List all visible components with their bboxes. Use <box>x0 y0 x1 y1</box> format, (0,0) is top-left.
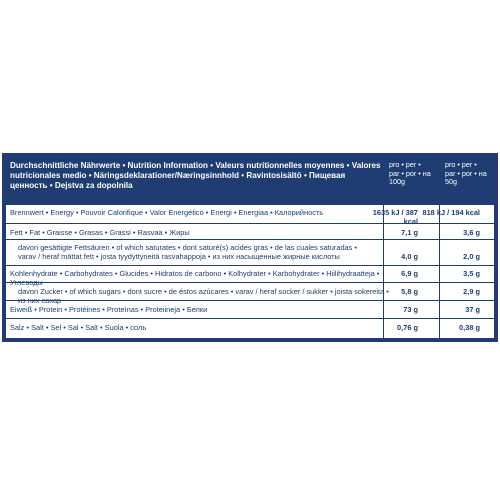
value-per-100g: 6,9 g <box>401 269 418 278</box>
value-per-100g: 0,76 g <box>397 323 418 332</box>
table-row-salt <box>6 318 494 332</box>
value-per-100g: 1635 kJ / 387 kcal <box>372 208 418 226</box>
value-per-50g: 2,9 g <box>463 287 480 296</box>
value-per-50g: 2,0 g <box>463 252 480 261</box>
value-per-100g: 7,1 g <box>401 228 418 237</box>
header-title: Durchschnittliche Nährwerte • Nutrition Information • Valeurs nutritionnelles moyennes • Valores nutricionales medio • Näringsdeklarationer/Næringsinnhold • Ravintosisältö • Пищевая ценность • Dejstva za dopolnila <box>10 161 381 190</box>
row-label: Fett • Fat • Graisse • Grasas • Grassi • Rasvaa • Жиры <box>10 228 190 237</box>
value-per-100g: 4,0 g <box>401 252 418 261</box>
table-row-fat <box>6 223 494 237</box>
row-label: davon Zucker • of which sugars • dont sucre • de éstos azúcares • varav / heraf socker / sukker • joista sokereita • из них сахар <box>18 287 389 305</box>
row-label: davon gesättigte Fettsäuren • of which saturates • dont saturé(s) acides gras • de las cuales saturadas • varav / heraf mättat fett • josta tyydyttyneitä rasvahappoja • из них насыщенные жирные кислоты <box>18 243 358 261</box>
table-row-carbohydrates <box>6 265 494 287</box>
table-header <box>6 157 494 205</box>
table-row-protein <box>6 300 494 314</box>
header-per-50g: pro • per • par • por • на 50g <box>445 160 487 186</box>
value-per-50g: 3,5 g <box>463 269 480 278</box>
row-label: Salz • Salt • Sel • Sal • Salt • Suola • соль <box>10 323 147 332</box>
row-label: Eiweiß • Protein • Protéines • Proteínas • Proteiineja • Белки <box>10 305 208 314</box>
value-per-50g: 0,38 g <box>459 323 480 332</box>
value-per-50g: 818 kJ / 194 kcal <box>422 208 480 217</box>
value-per-50g: 37 g <box>465 305 480 314</box>
value-per-100g: 5,8 g <box>401 287 418 296</box>
value-per-50g: 3,6 g <box>463 228 480 237</box>
header-per-100g: pro • per • par • por • на 100g <box>389 160 431 186</box>
row-label: Brennwert • Energy • Pouvoir Calorifique • Valor Energético • Energi • Energiaa • Калорийность <box>10 208 324 217</box>
nutrition-label <box>2 153 498 342</box>
value-per-100g: 73 g <box>403 305 418 314</box>
row-label: Kohlenhydrate • Carbohydrates • Glucides • Hidratos de carbono • Kolhydrater • Karbohydrater • Hiilihydraatteja • Углеводы <box>10 269 380 287</box>
table-row-sugars <box>6 282 494 305</box>
nutrition-table <box>5 156 495 339</box>
table-row-saturates <box>6 239 494 265</box>
